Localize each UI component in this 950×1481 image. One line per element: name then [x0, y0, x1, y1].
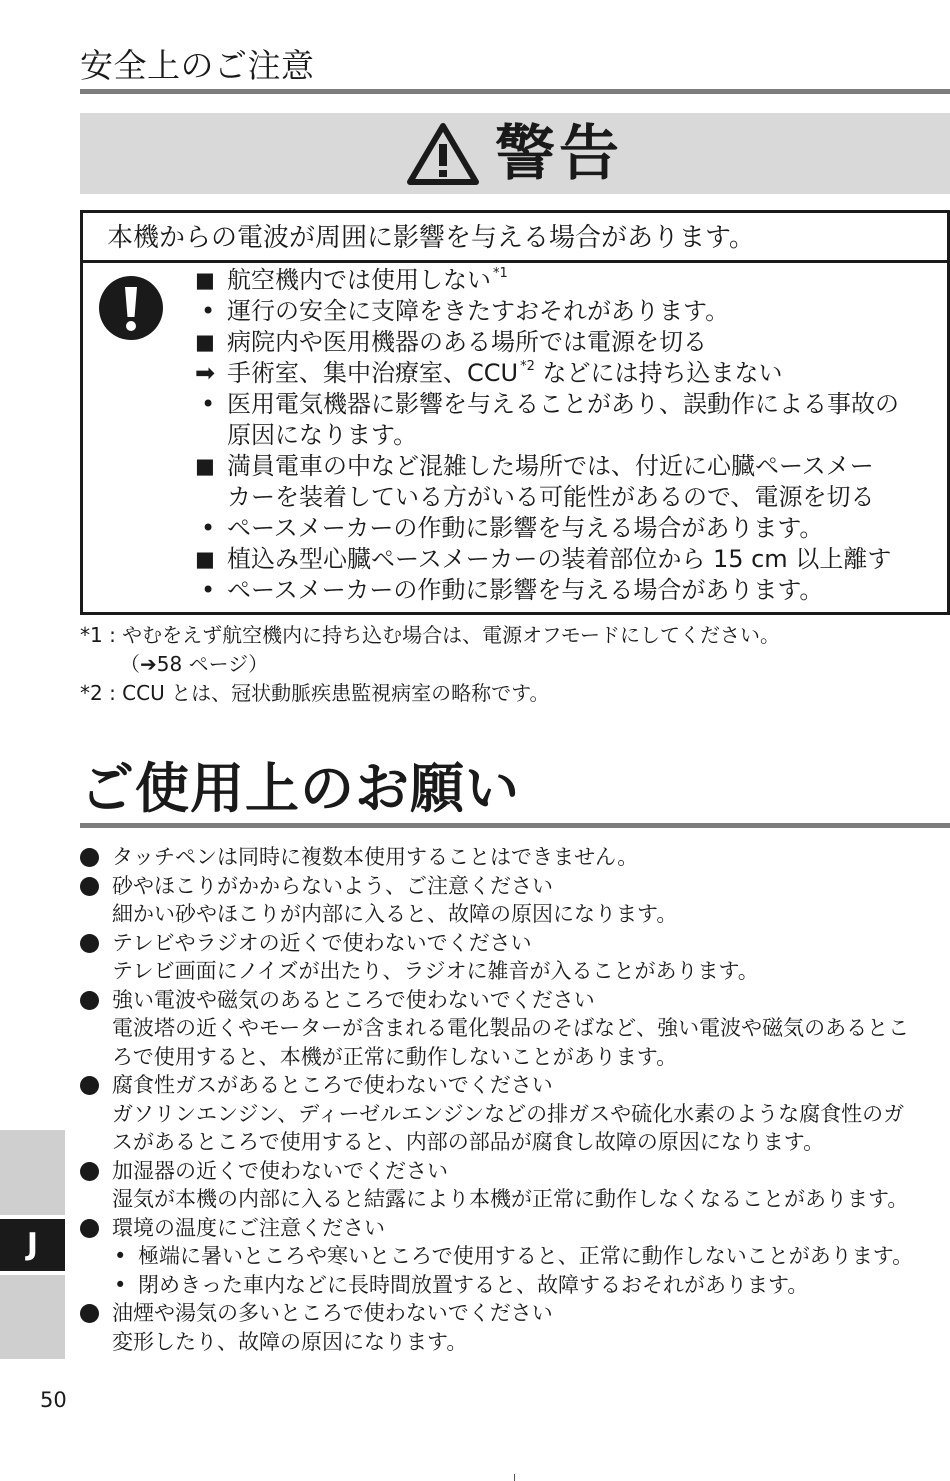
filled-circle-bullet [80, 1219, 99, 1238]
footnote-1: *1 : やむをえず航空機内に持ち込む場合は、電源オフモードにしてください。 [80, 623, 780, 647]
request-text: テレビ画面にノイズが出たり、ラジオに雑音が入ることがあります。 [112, 959, 759, 983]
footnote-1-page-ref: （➔58 ページ） [120, 652, 269, 676]
warning-item [195, 482, 940, 513]
side-tab-spacer-top [0, 1130, 65, 1215]
request-item [80, 872, 948, 901]
warning-item-text: ペースメーカーの作動に影響を与える場合があります。 [227, 576, 824, 604]
square-bullet: ■ [195, 330, 215, 354]
filled-circle-bullet [80, 1162, 99, 1181]
dot-bullet: • [201, 297, 216, 325]
footnotes [80, 621, 940, 708]
request-item-detail [80, 1185, 948, 1214]
request-text: 閉めきった車内などに長時間放置すると、故障するおそれがあります。 [138, 1272, 809, 1297]
request-item-detail [80, 1043, 948, 1072]
warning-item-text: 医用電気機器に影響を与えることがあり、誤動作による事故の [227, 390, 899, 418]
filled-circle-bullet [80, 991, 99, 1010]
dot-bullet: • [114, 1244, 127, 1268]
request-item-detail [80, 1328, 948, 1357]
warning-item-text: 原因になります。 [227, 421, 418, 449]
section-title: 安全上のご注意 [80, 46, 315, 85]
request-text: 変形したり、故障の原因になります。 [112, 1329, 468, 1354]
request-item-detail [80, 900, 948, 929]
requests-divider [80, 823, 950, 828]
warning-triangle-icon [407, 122, 479, 186]
filled-circle-bullet [80, 934, 99, 953]
section-divider [80, 89, 950, 94]
warning-item-text: 航空機内では使用しない [227, 266, 491, 294]
request-item [80, 1299, 948, 1328]
request-item-detail [80, 1128, 948, 1157]
warning-item-text: 病院内や医用機器のある場所では電源を切る [227, 328, 707, 356]
square-bullet: ■ [195, 268, 215, 292]
warning-item [195, 358, 940, 389]
square-bullet: ■ [195, 454, 215, 478]
requests-list [80, 843, 948, 1356]
request-sub-item [80, 1271, 948, 1300]
dot-bullet: • [114, 1272, 127, 1297]
request-sub-item [80, 1242, 948, 1271]
warning-item-text: カーを装着している方がいる可能性があるので、電源を切る [227, 483, 875, 511]
square-bullet: ■ [195, 547, 215, 571]
request-item [80, 986, 948, 1015]
warning-item [195, 575, 940, 606]
requests-title: ご使用上のお願い [80, 757, 520, 820]
filled-circle-bullet [80, 877, 99, 896]
request-text: タッチペンは同時に複数本使用することはできません。 [112, 845, 639, 869]
warning-item [195, 296, 940, 327]
warning-item-text: ペースメーカーの作動に影響を与える場合があります。 [227, 514, 824, 542]
arrow-right-icon: ➡ [195, 359, 216, 387]
warning-item-text-after: などには持ち込まない [534, 359, 783, 387]
request-text: 砂やほこりがかからないよう、ご注意ください [112, 873, 553, 898]
request-text: 極端に暑いところや寒いところで使用すると、正常に動作しないことがあります。 [138, 1244, 914, 1268]
request-text: ろで使用すると、本機が正常に動作しないことがあります。 [112, 1044, 678, 1069]
request-item-detail [80, 1100, 948, 1129]
dot-bullet: • [201, 514, 216, 542]
warning-item [195, 389, 940, 420]
footnote-ref: *2 [520, 359, 535, 374]
request-item-detail [80, 1014, 948, 1043]
filled-circle-bullet [80, 848, 99, 867]
request-item [80, 843, 948, 872]
request-item [80, 929, 948, 958]
warning-banner [80, 113, 950, 194]
footnote-2: *2 : CCU とは、冠状動脈疾患監視病室の略称です。 [80, 681, 550, 705]
footnote-ref: *1 [493, 266, 508, 281]
request-text: 腐食性ガスがあるところで使わないでください [112, 1073, 553, 1097]
filled-circle-bullet [80, 1304, 99, 1323]
request-text: ガソリンエンジン、ディーゼルエンジンなどの排ガスや硫化水素のような腐食性のガ [112, 1101, 905, 1126]
crop-mark [514, 1474, 515, 1481]
warning-box [80, 210, 950, 615]
warning-item-text: 植込み型心臓ペースメーカーの装着部位から 15 cm 以上離す [227, 545, 892, 573]
warning-box-header: 本機からの電波が周囲に影響を与える場合があります。 [83, 213, 947, 263]
dot-bullet: • [201, 390, 216, 418]
request-item [80, 1214, 948, 1243]
warning-item [195, 265, 940, 296]
warning-item-text: 手術室、集中治療室、CCU [227, 359, 519, 387]
warning-list [195, 265, 940, 606]
request-text: 細かい砂やほこりが内部に入ると、故障の原因になります。 [112, 902, 678, 926]
request-item [80, 1071, 948, 1100]
warning-item-text: 満員電車の中など混雑した場所では、付近に心臓ペースメー [227, 452, 874, 480]
warning-item [195, 544, 940, 575]
request-item [80, 1157, 948, 1186]
request-text: 油煙や湯気の多いところで使わないでください [112, 1301, 553, 1325]
request-text: 電波塔の近くやモーターが含まれる電化製品のそばなど、強い電波や磁気のあるとこ [112, 1016, 910, 1040]
mandatory-action-icon [98, 275, 164, 341]
warning-item [195, 327, 940, 358]
filled-circle-bullet [80, 1076, 99, 1095]
request-text: 環境の温度にご注意ください [112, 1215, 385, 1240]
request-text: テレビやラジオの近くで使わないでください [112, 930, 532, 955]
request-text: 加湿器の近くで使わないでください [112, 1158, 448, 1183]
dot-bullet: • [201, 576, 216, 604]
request-text: 湿気が本機の内部に入ると結露により本機が正常に動作しなくなることがあります。 [112, 1187, 909, 1211]
warning-item [195, 513, 940, 544]
side-tab-spacer-bottom [0, 1275, 65, 1359]
warning-item [195, 451, 940, 482]
warning-item-text: 運行の安全に支障をきたすおそれがあります。 [227, 297, 730, 325]
warning-item [195, 420, 940, 451]
warning-label: 警告 [495, 118, 623, 189]
page-number: 50 [40, 1388, 67, 1412]
request-item-detail [80, 957, 948, 986]
request-text: スがあるところで使用すると、内部の部品が腐食し故障の原因になります。 [112, 1130, 825, 1154]
request-text: 強い電波や磁気のあるところで使わないでください [112, 987, 595, 1012]
language-tab: J [0, 1219, 65, 1271]
